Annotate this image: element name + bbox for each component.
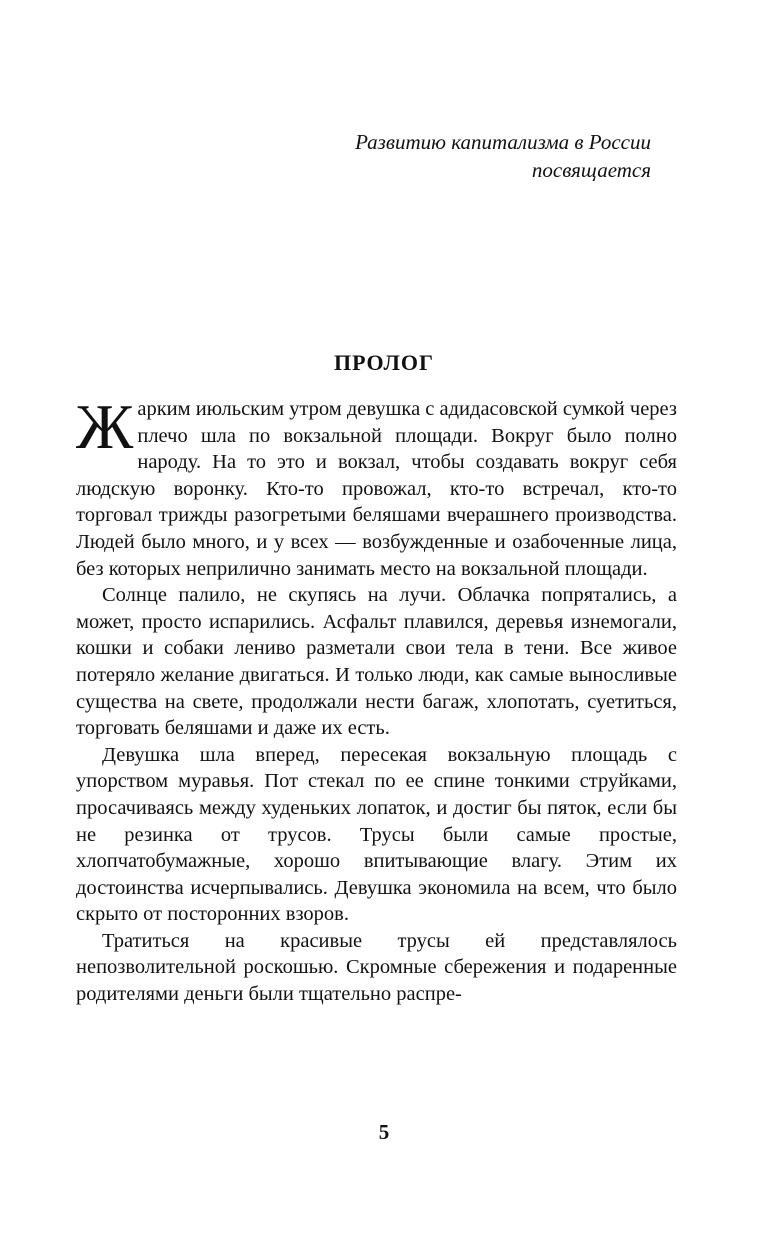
paragraph-1-text: арким июльским утром девушка с адидасовской сумкой через плечо шла по вокзальной площади. Вокруг было полно народу. На то это и вокзал, чтобы создавать вокруг себя людскую воронку. Кто-то провожал, кто-то встречал, кто-то торговал трижды разогретыми беляшами вчерашнего производства. Людей было много, и у всех — возбужденные и озабоченные лица, без которых неприлично занимать место на вокзальной площади. bbox=[76, 398, 677, 580]
dedication-line-1: Развитию капитализма в России bbox=[355, 130, 651, 154]
paragraph-3: Девушка шла вперед, пересекая вокзальную площадь с упорством муравья. Пот стекал по ее спине тонкими струйками, просачиваясь между худеньких лопаток, и достиг бы пяток, если бы не резинка от трусов. Трусы были самые простые, хлопчатобумажные, хорошо впитывающие влагу. Этим их достоинства исчерпывались. Девушка экономила на всем, что было скрыто от посторонних взоров. bbox=[76, 743, 677, 926]
page-number: 5 bbox=[378, 1120, 390, 1144]
paragraph-1 bbox=[76, 391, 677, 582]
dedication-line-2: посвящается bbox=[531, 158, 651, 182]
body-text bbox=[76, 391, 677, 1008]
drop-cap: Ж bbox=[76, 391, 134, 462]
dedication bbox=[355, 128, 651, 184]
chapter-title: ПРОЛОГ bbox=[334, 350, 434, 375]
paragraph-2: Солнце палило, не скупясь на лучи. Облачка попрятались, а может, просто испарились. Асфальт плавился, деревья изнемогали, кошки и собаки лениво разметали свои тела в тени. Все живое потеряло желание двигаться. И только люди, как самые выносливые существа на свете, продолжали нести багаж, хлопотать, суетиться, торговать беляшами и даже их есть. bbox=[76, 584, 677, 740]
paragraph-4: Тратиться на красивые трусы ей представлялось непозволительной роскошью. Скромные сбережения и подаренные родителями деньги были тщательно распре- bbox=[76, 929, 677, 1006]
